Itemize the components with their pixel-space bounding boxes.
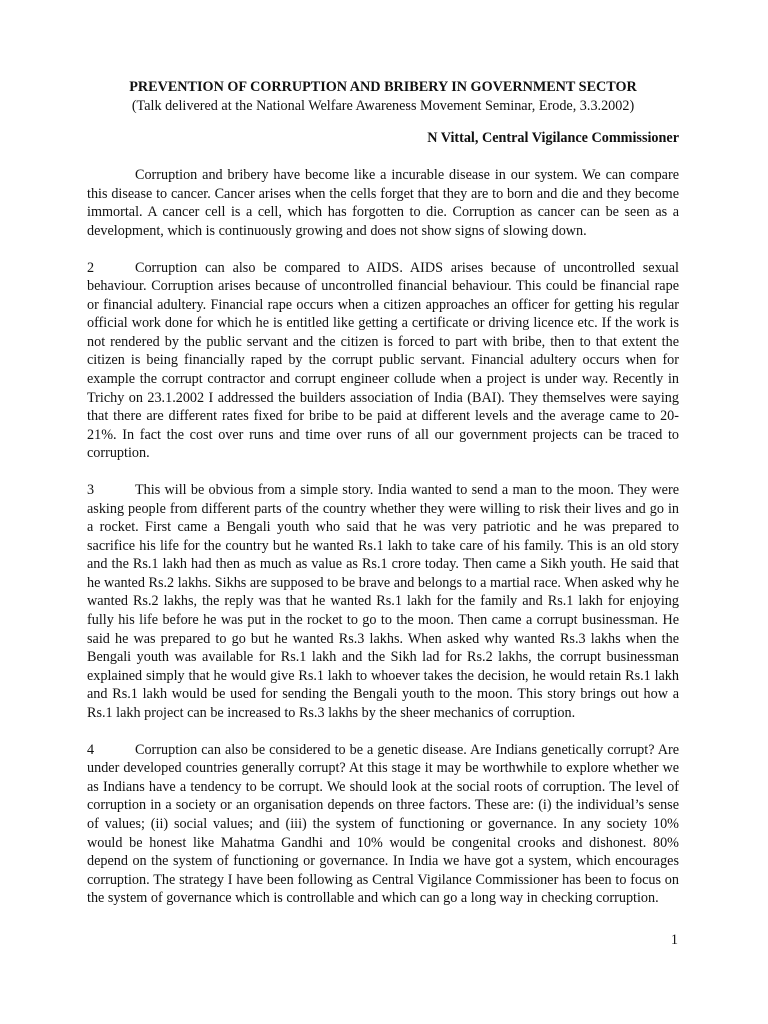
paragraph-text: Corruption can also be considered to be a genetic disease. Are Indians genetically corrupt? Are under developed countries generally corrupt? At this stage it may be worthwhile to explore whether we as Indians have a tendency to be corrupt. We should look at the social roots of corruption. The level of corruption in a society or an organisation depends on three factors. These are: (i) the individual’s sense of values; (ii) social values; and (iii) the system of functioning or governance. In any society 10% would be honest like Mahatma Gandhi and 10% would be congenital crooks and dishonest. 80% depend on the system of functioning or governance. In India we have got a system, which encourages corruption. The strategy I have been following as Central Vigilance Commissioner has been to focus on the system of governance which is controllable and which can go a long way in checking corruption.	[87, 741, 679, 907]
paragraph-number: 2	[87, 259, 95, 276]
paragraph-3	[87, 481, 679, 722]
document-title: PREVENTION OF CORRUPTION AND BRIBERY IN GOVERNMENT SECTOR	[129, 79, 637, 95]
paragraph-number: 3	[87, 482, 95, 499]
page-number: 1	[670, 932, 678, 948]
document-body	[87, 78, 679, 926]
paragraph-text: This will be obvious from a simple story. India wanted to send a man to the moon. They were asking people from different parts of the country whether they were willing to risk their lives and go in a rocket. First came a Bengali youth who said that he was very patriotic and he was prepared to sacrifice his life for the country but he wanted Rs.1 lakh to take care of his family. This is an old story and the Rs.1 lakh had then as much as value as Rs.1 crore today. Then came a Sikh youth. He said that he wanted Rs.2 lakhs. Sikhs are supposed to be brave and belongs to a martial race. When asked why he wanted Rs.2 lakhs, the reply was that he wanted Rs.1 lakh for the family and Rs.1 lakh for enjoying fully his life before he was put in the rocket to go to the moon. Then came a corrupt businessman. He said he was prepared to go but he wanted Rs.3 lakhs. When asked why wanted Rs.3 lakhs when the Bengali youth was available for Rs.1 lakh and the Sikh lad for Rs.2 lakhs, the corrupt businessman explained simply that he would give Rs.1 lakh to whoever takes the decision, he would retain Rs.1 lakh and Rs.1 lakh would be used for sending the Bengali youth to the moon. This story brings out how a Rs.1 lakh project can be increased to Rs.3 lakhs by the sheer mechanics of corruption.	[87, 482, 679, 721]
paragraph-2	[87, 259, 679, 463]
paragraph-text: Corruption can also be compared to AIDS. AIDS arises because of uncontrolled sexual behaviour. Corruption arises because of uncontrolled financial behaviour. This could be financial rape or financial adultery. Financial rape occurs when a citizen approaches an officer for getting his regular official work done for which he is entitled like getting a certificate or driving licence etc. If the work is not rendered by the public servant and the citizen is forced to part with bribe, then to that extent the citizen is being financially raped by the corrupt public servant. Financial adultery occurs when for example the corrupt contractor and corrupt engineer collude when a project is under way. Recently in Trichy on 23.1.2002 I addressed the builders association of India (BAI). They themselves were saying that there are different rates fixed for bribe to be paid at different levels and the average came to 20-21%. In fact the cost over runs and time over runs of all our government projects can be traced to corruption.	[87, 259, 679, 462]
paragraph-1	[87, 166, 679, 240]
document-author: N Vittal, Central Vigilance Commissioner	[427, 130, 679, 146]
document-subtitle: (Talk delivered at the National Welfare Awareness Movement Seminar, Erode, 3.3.2002)	[131, 98, 635, 114]
paragraph-number: 4	[87, 741, 95, 758]
paragraph-text: Corruption and bribery have become like a incurable disease in our system. We can compare this disease to cancer. Cancer arises when the cells forget that they are to born and die and they become immortal. A cancer cell is a cell, which has forgotten to die. Corruption as cancer can be seen as a development, which is continuously growing and does not show signs of slowing down.	[87, 167, 679, 239]
paragraph-4	[87, 741, 679, 908]
